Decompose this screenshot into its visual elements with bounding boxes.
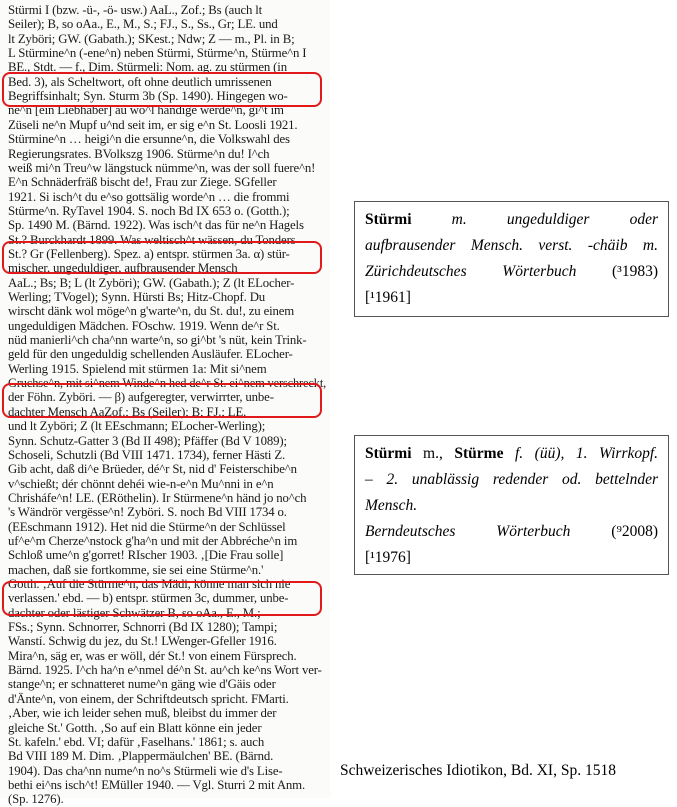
entry-box-berndeutsch xyxy=(354,435,669,575)
entry-definition-cont: aufbrausender Mensch. verst. -chäib m. xyxy=(365,237,658,254)
scan-text-line: Schloß ume^n g'gorret! RIscher 1903. ‚[Die Frau solle] xyxy=(8,548,284,563)
scan-text-line: FSs.; Synn. Schnorrer, Schnorri (Bd IX 1280); Tampi; xyxy=(8,620,278,635)
dictionary-first-edition: [¹1976] xyxy=(365,549,411,566)
scan-text-line: der Föhn. Zyböri. — β) aufgeregter, verwirrter, unbe- xyxy=(8,390,274,405)
scan-text-line: Bed. 3), als Scheltwort, oft ohne deutlich umrissenen xyxy=(8,74,272,89)
scan-text-line: ungeduldigen Mädchen. FOschw. 1919. Wenn de^r St. xyxy=(8,318,280,333)
entry-gender: m., xyxy=(423,445,443,462)
scan-text-line: (Sp. 1276). xyxy=(8,792,64,807)
scan-text-line: dachter oder lästiger Schwätzer B, so oAa., E., M.; xyxy=(8,605,261,620)
highlight-scheltwort xyxy=(2,72,322,107)
scan-text-line: nüd manierli^ch cha^nn warte^n, so gi^bt 's nüt, kein Trink- xyxy=(8,333,307,348)
scan-text-line: Begriffsinhalt; Syn. Sturm 3b (Sp. 1490). Hingegen wo- xyxy=(8,89,288,104)
scan-text-line: Stürmine^n … heigi^n die ersunne^n, die Volkswahl des xyxy=(8,132,290,147)
scan-text-line: Chrisháfe^n! LE. (ERöthelin). Ir Stürmene^n händ jo no^ch xyxy=(8,490,307,505)
scan-text-line: E^n Schnäderfräß bischt de!, Frau zur Ziege. SGfeller xyxy=(8,175,277,190)
entry-definition: m. ungeduldiger oder xyxy=(451,211,658,228)
scan-text-line: Sp. 1490 M. (Bärnd. 1922). Was isch^t das für ne^n Hagels xyxy=(8,218,304,233)
dictionary-edition: (³1983) xyxy=(612,263,658,280)
scan-text-line: 1921. Si isch^t du e^so gottsälig worde^n … die frommi xyxy=(8,189,290,204)
scan-text-line: und lt Zyböri; Z (lt EEschmann; ELocher-Werling); xyxy=(8,419,266,434)
scan-text-line: (EEschmann 1912). Het nid die Stürme^n der Schlüssel xyxy=(8,519,286,534)
scan-text-line: 1904). Das cha^nn nume^n no^s Stürmeli wie d's Lise- xyxy=(8,763,283,778)
scan-text-line: L Stürmine^n (-ene^n) neben Stürmi, Stürme^n, Stürme^n I xyxy=(8,46,307,61)
scan-text-line: BE., Stdt. — f., Dim. Stürmeli: Nom. ag. zu stürmen (in xyxy=(8,60,287,75)
scan-text-line: ne^n [ein Liebhaber] au wo^l händige werde^n, gi^t im xyxy=(8,103,284,118)
scan-text-line: Wanstí. Schwig du jez, du St.! LWenger-Gfeller 1916. xyxy=(8,634,277,649)
entry-definition-cont: – 2. unablässig redender od. bettelnder xyxy=(365,471,658,488)
scan-text-line: dachter Mensch AaZof.; Bs (Seiler); B; FJ.; LE. xyxy=(8,404,247,419)
scan-text-line: uf^e^m Cherze^nstock g'ha^n und mit der Abbréche^n im xyxy=(8,533,298,548)
source-caption: Schweizerisches Idiotikon, Bd. XI, Sp. 1518 xyxy=(340,762,616,779)
scan-text-line: bethi ei^ns isch^t! EMüller 1940. — Vgl. Sturri 2 mit Anm. xyxy=(8,777,306,792)
scan-text-line: ‚Aber, wie ich leider sehen muß, bleibst du immer der xyxy=(8,706,277,721)
scan-text-line: v^schießt; dér chönnt dehéi wie-n-e^n Mu^nni in e^n xyxy=(8,476,274,491)
entry-definition-end: Mensch. xyxy=(365,497,418,514)
scan-text-line: 's Wändrör vergësse^n! Zyböri. S. noch Bd VIII 1734 o. xyxy=(8,505,287,520)
scan-text-line: Bärnd. 1925. I^ch ha^n e^nmel dé^n St. au^ch ke^ns Wort ver- xyxy=(8,663,322,678)
scan-text-line: Züseli ne^n Mupf u^nd seit im, er sig e^n St. Loosli 1921. xyxy=(8,117,298,132)
scan-text-line: geld für den ungeduldig schellenden Ausläufer. ELocher- xyxy=(8,347,293,362)
entry-headword: Stürmi xyxy=(365,445,412,462)
highlight-ungeduldiger-mensch xyxy=(2,241,322,274)
scan-text-line: machen, daß sie fortkomme, sie sei eine Stürme^n.' xyxy=(8,562,264,577)
scan-text-line: St.? Burckhardt 1899. Was weltisch^t wässen, du Tonders xyxy=(8,232,296,247)
scan-text-line: Werling 1915. Spielend mit stürmen 1a: Mit si^nem xyxy=(8,361,267,376)
scan-text-line: lt Zyböri; GW. (Gabath.); SKest.; Ndw; Z — m., Pl. in B; xyxy=(8,31,295,46)
entry-variant: Stürme xyxy=(454,445,504,462)
scan-text-line: gleiche St.' Gotth. ‚So auf ein Blatt könne ein jeder xyxy=(8,720,262,735)
dictionary-title: Berndeutsches Wörterbuch xyxy=(365,523,571,540)
scan-text-line: Werling; TVogel); Synn. Hürsti Bs; Hitz-Chopf. Du xyxy=(8,290,266,304)
dictionary-title: Zürichdeutsches Wörterbuch xyxy=(365,263,577,280)
scan-text-line: Gruchse^n, mit si^nem Winde^n hed de^r St. ei^nem verschreckt, xyxy=(8,376,327,391)
scan-text-line: Stürme^n. RyTavel 1904. S. noch Bd IX 653 o. (Gotth.); xyxy=(8,203,290,218)
dictionary-first-edition: [¹1961] xyxy=(365,289,411,306)
scan-text-line: Mira^n, säg er, was er wöll, dér St.! von einem Fürsprech. xyxy=(8,648,297,663)
entry-box-zuerichdeutsch xyxy=(354,201,669,317)
scan-text-line: Schoseli, Schutzli (Bd VIII 1471. 1734), ferner Hästi Z. xyxy=(8,447,286,462)
scan-text-line: d'Änte^n, von einem, der Schriftdeutsch spricht. FMarti. xyxy=(8,691,289,706)
highlight-schwaetzer xyxy=(2,581,322,616)
scan-text-line: wirscht dänk wol möge^n g'warte^n, du St. du!, zu einem xyxy=(8,304,295,319)
scan-text-line: AaL.; Bs; B; L (lt Zyböri); GW. (Gabath.); Z (lt ELocher- xyxy=(8,275,295,290)
scan-text-line: St. kafeln.' ebd. VI; dafür ‚Faselhans.' 1861; s. auch xyxy=(8,734,265,749)
scan-text-line: Gib acht, daß di^e Brüeder, dé^r St, nid d' Feisterschibe^n xyxy=(8,462,297,477)
entry-headword: Stürmi xyxy=(365,211,412,228)
highlight-unbedachter-mensch xyxy=(2,383,322,418)
scan-text-line: St.? Gr (Fellenberg). Spez. a) entspr. stürmen 3a. α) stür- xyxy=(8,246,290,261)
scan-text-line: Bd VIII 189 M. Dim. ‚Plappermäulchen' BE. (Bärnd. xyxy=(8,749,274,764)
scan-text-line: Regierungsrates. BVolkszg 1906. Stürme^n du! I^ch xyxy=(8,146,270,161)
scan-text-line: stange^n; er schnatteret nume^n gäng wie d'Gäis oder xyxy=(8,677,276,692)
scan-text-line: Synn. Schutz-Gatter 3 (Bd II 498); Pfäffer (Bd V 1089); xyxy=(8,433,287,448)
scan-text-line: Stürmi I (bzw. -ü-, -ö- usw.) AaL., Zof.; Bs (auch lt xyxy=(8,3,263,17)
scan-text-line: weiß mi^n Treu^w längstuck nümme^n, was der soll fuere^n! xyxy=(8,160,316,175)
scan-text-line: mischer, ungeduldiger, aufbrausender Mensch xyxy=(8,261,238,276)
scan-text-line: Seiler); B, so oAa., E., M., S.; FJ., S., Ss., Gr; LE. und xyxy=(8,17,278,32)
entry-definition: f. (üü), 1. Wirrkopf. xyxy=(514,445,659,462)
dictionary-edition: (⁹2008) xyxy=(611,523,659,540)
scan-text-line: verlassen.' ebd. — b) entspr. stürmen 3c, dummer, unbe- xyxy=(8,591,289,606)
scan-text-line: Gotth. ‚Auf die Stürme^n, das Mädi, könne man sich nie xyxy=(8,577,291,591)
